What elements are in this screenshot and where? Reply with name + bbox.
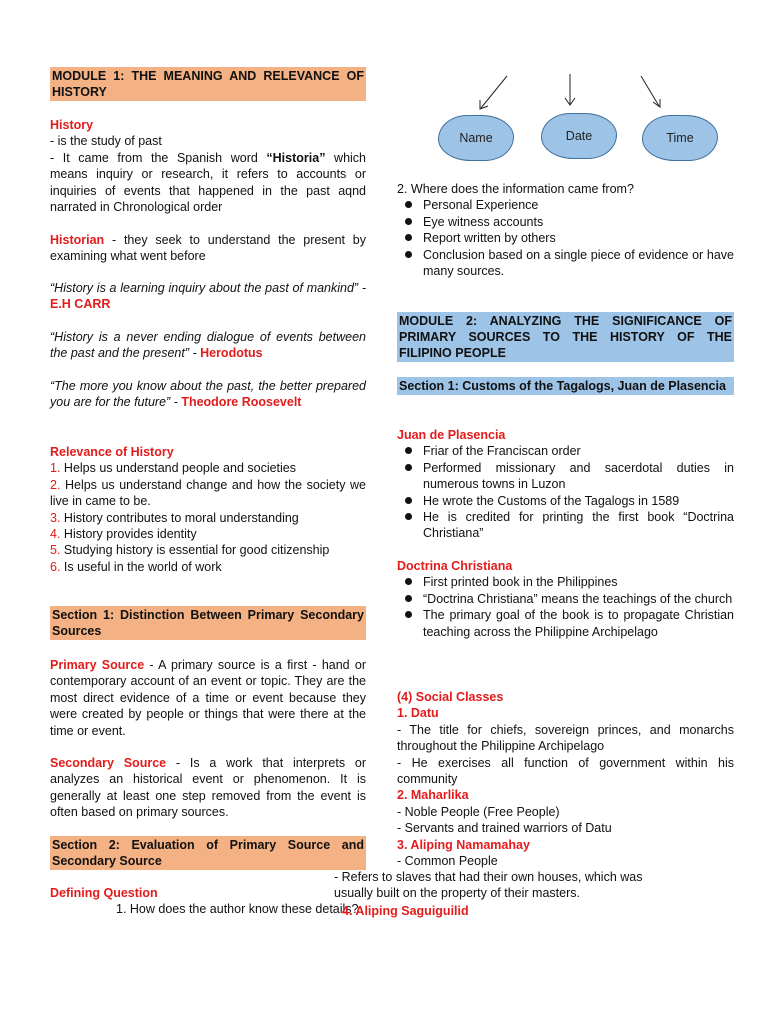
- social-classes-label: (4) Social Classes: [397, 690, 504, 704]
- history-line: - is the study of past: [50, 134, 162, 149]
- maharlika-line: - Servants and trained warriors of Datu: [397, 821, 612, 836]
- quote-herodotus: “History is a never ending dialogue of events between the past and the present” - Herodotus: [50, 330, 366, 361]
- quote-author: Theodore Roosevelt: [181, 395, 302, 410]
- maharlika-label: 2. Maharlika: [397, 788, 469, 803]
- list-item: Eye witness accounts: [397, 214, 734, 230]
- namamahay-line: - Common People: [397, 854, 498, 869]
- secondary-source-label: Secondary Source: [50, 756, 167, 770]
- list-item: 2. Helps us understand change and how the society we live in came to be.: [50, 477, 366, 509]
- quote-roosevelt: “The more you know about the past, the better prepared you are for the future” - Theodore Roosevelt: [50, 379, 366, 410]
- doctrina-label: Doctrina Christiana: [397, 559, 513, 573]
- question-2: 2. Where does the information came from?: [397, 182, 634, 196]
- list-item: 1. Helps us understand people and societies: [50, 461, 297, 476]
- primary-source-paragraph: Primary Source - A primary source is a first - hand or contemporary account of an event or topic. They are the most direct evidence of a time or event because they were created by people or things that were there at the time or event.: [50, 658, 366, 738]
- datu-label: 1. Datu: [397, 706, 439, 721]
- datu-line: - The title for chiefs, sovereign princes, and monarchs throughout the Philippine Archipelago: [397, 722, 734, 754]
- question-1: 1. How does the author know these details?: [116, 902, 359, 916]
- quote-author: E.H CARR: [50, 297, 111, 312]
- history-label: History: [50, 118, 94, 132]
- cloud-date: Date: [541, 113, 617, 159]
- historian-paragraph: Historian - they seek to understand the present by examining what went before: [50, 233, 366, 264]
- cloud-name: Name: [438, 115, 514, 161]
- list-item: 3. History contributes to moral understanding: [50, 510, 299, 525]
- list-item: 5. Studying history is essential for good citizenship: [50, 543, 330, 558]
- historian-label: Historian: [50, 233, 105, 247]
- list-item: Personal Experience: [397, 197, 734, 213]
- plasencia-block: [397, 427, 734, 542]
- module1-title: MODULE 1: THE MEANING AND RELEVANCE OF HISTORY: [52, 69, 364, 99]
- list-item: Report written by others: [397, 230, 734, 246]
- module2-title: MODULE 2: ANALYZING THE SIGNIFICANCE OF PRIMARY SOURCES TO THE HISTORY OF THE FILIPINO PEOPLE: [399, 314, 732, 360]
- list-item: 4. History provides identity: [50, 527, 197, 542]
- list-item: First printed book in the Philippines: [397, 574, 734, 590]
- defining-question-label: Defining Question: [50, 886, 158, 900]
- section1-title: Section 1: Distinction Between Primary Secondary Sources: [52, 608, 364, 638]
- list-item: Friar of the Franciscan order: [397, 443, 734, 459]
- doctrina-block: [397, 558, 734, 640]
- relevance-list: [50, 444, 366, 575]
- section2-title: Section 2: Evaluation of Primary Source and Secondary Source: [52, 838, 364, 868]
- list-item: Conclusion based on a single piece of evidence or have many sources.: [397, 247, 734, 280]
- primary-source-label: Primary Source: [50, 658, 145, 672]
- plasencia-label: Juan de Plasencia: [397, 428, 506, 442]
- cloud-time: Time: [642, 115, 718, 161]
- datu-line: - He exercises all function of government within his community: [397, 755, 734, 787]
- saguiguilid-label: 4. Aliping Saguiguilid: [342, 904, 469, 918]
- list-item: He is credited for printing the first book “Doctrina Christiana”: [397, 509, 734, 542]
- list-item: He wrote the Customs of the Tagalogs in 1589: [397, 493, 734, 509]
- social-classes-block: [397, 689, 734, 869]
- list-item: “Doctrina Christiana” means the teachings of the church: [397, 591, 734, 607]
- source-question: [397, 181, 734, 279]
- quote-author: Herodotus: [200, 346, 263, 361]
- list-item: The primary goal of the book is to propagate Christian teaching across the Philippine Archipelago: [397, 607, 734, 640]
- history-definition: [50, 117, 366, 215]
- defining-question: [50, 885, 366, 901]
- namamahay-overflow-text: - Refers to slaves that had their own houses, which was usually built on the property of their masters.: [334, 870, 643, 900]
- list-item: 6. Is useful in the world of work: [50, 559, 222, 574]
- maharlika-line: - Noble People (Free People): [397, 804, 560, 819]
- historia-paragraph: - It came from the Spanish word “Historia” which means inquiry or research, it refers to accounts or inquiries of events that happened in the past aqnd narrated in Chronological order: [50, 150, 366, 215]
- relevance-label: Relevance of History: [50, 445, 174, 459]
- secondary-source-paragraph: Secondary Source - Is a work that interprets or analyzes an historical event or phenomenon. It is generally at least one step removed from the event is often based on primary sources.: [50, 756, 366, 820]
- quote-carr: “History is a learning inquiry about the past of mankind” - E.H CARR: [50, 281, 366, 312]
- historia-word: “Historia”: [266, 150, 326, 165]
- namamahay-label: 3. Aliping Namamahay: [397, 837, 530, 852]
- section1-customs-title: Section 1: Customs of the Tagalogs, Juan de Plasencia: [397, 377, 734, 395]
- list-item: Performed missionary and sacerdotal duties in numerous towns in Luzon: [397, 460, 734, 493]
